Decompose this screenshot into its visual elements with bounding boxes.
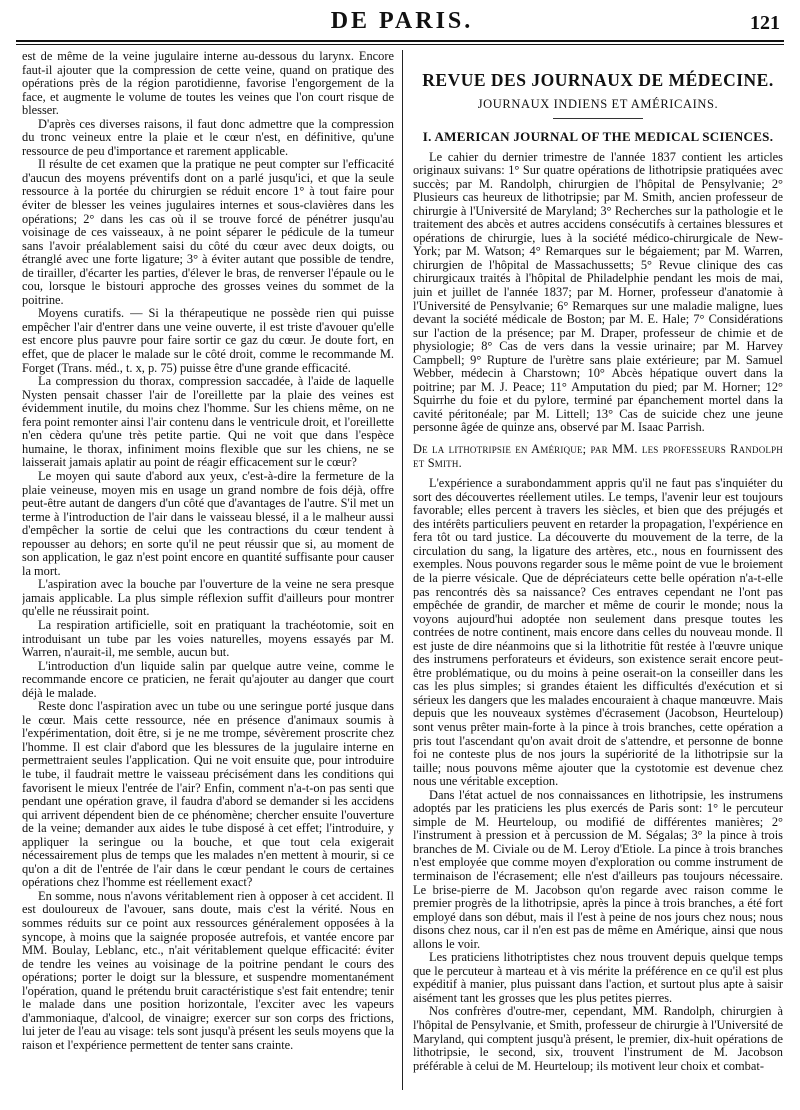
section-title: REVUE DES JOURNAUX DE MÉDECINE. [422,70,774,90]
paragraph: Nos confrères d'outre-mer, cependant, MM. Randolph, chirurgien à l'hôpital de Pensylvanie, et Smith, professeur de chirurgie à l'Université de Maryland, qui comptent jusqu'à présent, le premier, dix-huit opérations de lithotripsie, le second, six, trouvent l'instrument de M. Jacobson préférable à celui de M. Heurteloup; ils motivent leur choix et combat- [413,1004,783,1073]
journal-title: I. AMERICAN JOURNAL OF THE MEDICAL SCIENCES. [422,128,774,144]
paragraph: En somme, nous n'avons véritablement rien à opposer à cet accident. Il est douloureux de l'avouer, sans doute, mais c'est la vérité. Nous en sommes réduits sur ce point aux ressources généralement opposées à la syncope, à moins que la saignée proposée autrefois, et vantée encore par MM. Boulay, Leblanc, etc., n'ait véritablement quelque efficacité: éviter de tendre les veines au voisinage de la poitrine pendant le cours des opérations; porter le doigt sur la blessure, et suspendre momentanément l'opération, quand le prétendu bruit caractéristique s'est fait entendre; tenir le malade dans une position horizontale, l'exciter avec les vapeurs d'ammoniaque, d'alcool, de vinaigre; exercer sur son corps des frictions, lui jeter de l'eau au visage: tels sont jusqu'à présent les seuls moyens que la raison et l'expérience permettent de tenter sans crainte. [22,888,394,1052]
paragraph: La compression du thorax, compression saccadée, à l'aide de laquelle Nysten pensait chasser l'air de l'oreillette par la plaie des veines est évidemment inutile, du moins chez l'homme. Sur les chiens même, on ne fera point remonter ainsi l'air contenu dans le ventricule droit, et l'oreillette n'en cèdera qu'une très petite partie. Qui ne voit que dans l'espèce humaine, le thorax, infiniment moins flexible que sur les chiens, ne se laisserait jamais aplatir au point de réagir efficacement sur le cœur? [22,374,394,470]
left-column [22,50,394,1092]
paragraph: est de même de la veine jugulaire interne au-dessous du larynx. Encore faut-il ajouter que la compression de cette veine, quand on pratique des opérations près de la région parotidienne, favorise l'engorgement de la face, et augmente le volume de toutes les veines que l'on court risque de blesser. [22,50,394,118]
paragraph: La respiration artificielle, soit en pratiquant la trachéotomie, soit en introduisant un tube par les voies naturelles, moyens essayés par M. Warren, n'aurait-il, me semble, aucun but. [22,617,394,660]
paragraph: L'introduction d'un liquide salin par quelque autre veine, comme le recommande encore ce praticien, ne ferait qu'ajouter au danger que court déjà le malade. [22,658,394,700]
paragraph: L'expérience a surabondamment appris qu'il ne faut pas s'inquiéter du sort des découvertes réellement utiles. Le temps, l'avenir leur est toujours favorable; elles percent à travers les siècles, et bien que des préjugés et des intérêts particuliers peuvent en retarder la propagation, l'expérience en fera tôt ou tard justice. La découverte du mouvement de la terre, de la circulation du sang, la ligature des artères, etc., nous en fournissent des exemples. Nous pouvons regarder sous le même point de vue le broiement de la pierre vésicale. Que de dépréciateurs cette belle opération n'a-t-elle pas rencontrés dès sa naissance? Ces entraves cependant ne l'ont pas empêchée de grandir, de marcher et même de courir le monde; nous la voyons aujourd'hui adoptée non seulement dans presque toutes les contrées de notre continent, mais encore dans celles du nouveau monde. Il est juste de dire néanmoins que si la lithotritie fût restée à l'œuvre unique des instrumens perforateurs et évideurs, son existence serait encore peut-être problématique, ou du moins à peine oserait-on la conseiller dans les cas les plus simples; si grandes étaient les difficultés d'exécution et si sérieux les dangers que les malades encouraient à chaque manœuvre. Mais depuis que les nouveaux systèmes d'écrasement (Jacobson, Heurteloup) sont venus prêter main-forte à la pince à trois branches, cette opération a pris tout l'ascendant qu'on avait droit de s'attendre, et personne de bonne foi ne conteste plus de nos jours la supériorité de la lithotripsie sur la taille; nous pouvons même ajouter que la cystotomie est devenue chez nous une véritable exception. [413,476,783,789]
paragraph: Reste donc l'aspiration avec un tube ou une seringue porté jusque dans le cœur. Mais cette ressource, née en présence d'animaux soumis à l'expérimentation, doit être, si je ne me trompe, sévèrement proscrite chez l'homme. Il est clair d'abord que les blessures de la jugulaire interne en permettraient seules l'application. Qui ne voit ensuite que, pour introduire le tube, il faudrait mettre le vaisseau précisément dans les conditions qui favorisent le mieux l'entrée de l'air? Enfin, comment n'a-t-on pas senti que pendant une opération grave, il faudra d'abord se demander si les accidens qui arrivent dépendent bien de ce phénomène; chercher ensuite l'ouverture de la veine; demander aux aides le tube disposé à cet effet; l'introduire, y appliquer la seringue ou la bouche, et que tout cela exigerait nécessairement plus de temps que les malades n'en mettent à mourir, si ce qu'on a dit de l'entrée de l'air dans le cœur pendant le cours de certaines opérations chez l'homme est réellement exact? [22,699,394,890]
running-head [22,8,782,38]
intro-paragraph: Le cahier du dernier trimestre de l'année 1837 contient les articles originaux suivans: 1° Sur quatre opérations de lithotripsie pratiquées avec succès; par M. Randolph, chirurgien de l'hôpital de Pensylvanie; 2° Plusieurs cas heureux de lithotripsie; par M. Smith, ancien professeur de chirurgie à l'Université de Maryland; 3° Recherches sur la pathologie et le traitement des abcès et autres accidens consécutifs à certaines blessures et opérations de chirurgie, lues à la société médico-chirurgicale de New-York; par M. Watson; 4° Remarques sur le bégaiement; par M. Warren, chirurgien de l'hôpital de Massachussetts; 5° Revue clinique des cas chirurgicaux traités à l'hôpital de Philadelphie pendant les mois de mai, juin et juillet de l'année 1837; par M. Horner, professeur d'anatomie à l'Université de Pensylvanie; 6° Remarques sur une maladie maligne, lues devant la société médicale de Boston; par M. E. Hale; 7° Considérations sur l'action de la présence; par M. Draper, professeur de chimie et de physiologie; 8° Cas de vers dans la vessie urinaire; par M. Harvey Campbell; 9° Rupture de l'urètre sans plaie extérieure; par M. Samuel Webber, médecin à Charstown; 10° Abcès hépatique ouvert dans la poitrine; par M. J. Peace; 11° Amputation du pied; par M. Horner; 12° Squirrhe du foie et du pylore, terminé par épanchement mortel dans la cavité péritonéale; par M. Littell; 13° Cas de suicide chez une jeune personne âgée de quinze ans, observé par M. Isaac Parrish. [413,149,783,435]
paragraph: L'aspiration avec la bouche par l'ouverture de la veine ne sera presque jamais applicable. La plus simple réflexion suffit d'ailleurs pour montrer qu'elle ne réussirait point. [22,577,394,619]
paragraph: Dans l'état actuel de nos connaissances en lithotripsie, les instrumens adoptés par les praticiens les plus exercés de Paris sont: 1° le percuteur simple de M. Heurteloup, ou modifié de différentes manières; 2° l'instrument à pression et à percussion de M. Ségalas; 3° la pince à trois branches de M. Civiale ou de M. Leroy d'Etiole. La pince à trois branches n'est employée que comme moyen d'exploration ou comme instrument de terminaison de l'écrasement; elle n'est d'ailleurs pas toujours nécessaire. Le brise-pierre de M. Jacobson qu'on regarde avec raison comme le premier progrès de la lithotripsie, après la pince à trois branches, a été fort employé dans son début, mais il l'est à peine de nos jours chez nous; nous disons chez nous, car il n'en est pas de même en Amérique, ainsi que nous allons le voir. [413,787,783,951]
paragraph: Moyens curatifs. — Si la thérapeutique ne possède rien qui puisse empêcher l'air d'entrer dans une veine ouverte, il est triste d'avouer qu'elle est encore plus pauvre pour faire sortir ce gaz du cœur. Je doute fort, en effet, que de placer le malade sur le côté droit, comme le recommande M. Forget (Trans. méd., t. x, p. 75) puisse être d'une grande efficacité. [22,306,394,375]
running-title: DE PARIS. [330,8,474,34]
column-divider [402,50,403,1090]
paragraph: Les praticiens lithotriptistes chez nous trouvent depuis quelque temps que le percuteur à marteau et à vis mérite la préférence en ce qu'il est plus expéditif à manier, plus puissant dans l'action, et surtout plus apte à saisir aisément tant les grosses que les plus petites pierres. [413,950,783,1005]
right-column [413,50,783,1092]
section-subtitle: JOURNAUX INDIENS ET AMÉRICAINS. [477,97,719,111]
article-title-text: De la lithotripsie en Amérique; par MM. les professeurs Randolph et Smith. [413,442,783,470]
article-title [413,443,783,470]
paragraph: Il résulte de cet examen que la pratique ne peut compter sur l'efficacité d'aucun des moyens préventifs dont on a parlé jusqu'ici, et que la seule ressource à la portée du chirurgien se réduit encore 1° à tout faire pour éviter de blesser les veines jugulaires internes et sous-clavières dans les opérations; 2° dans les cas où il se trouve forcé de pénétrer jusqu'au voisinage de ces vaisseaux, à ne point séparer le pédicule de la tumeur sans l'avoir préalablement saisi du côté du cœur avec deux doigts, ou étranglé avec une forte ligature; 3° à éviter autant que possible de tendre, de tirailler, d'écarter les parties, d'élever le bras, de renverser l'épaule ou le cou, lorsque le bistouri approche des grosses veines du sommet de la poitrine. [22,157,394,307]
page-number: 121 [750,12,780,34]
header-rule [16,40,784,42]
section-rule [553,118,643,119]
paragraph: Le moyen qui saute d'abord aux yeux, c'est-à-dire la fermeture de la plaie veineuse, moyen mis en usage un grand nombre de fois déjà, offre peut-être autant de dangers d'un côté que d'avantages de l'autre. S'il met un terme à l'introduction de l'air dans le vaisseau blessé, il a le malheur aussi d'empêcher la sortie de celui que les contractions du cœur tendent à repousser au dehors; en sorte qu'il ne peut réussir que si, au moment de son application, le gaz n'est point encore en quantité suffisante pour causer la mort. [22,468,394,578]
header-rule-thin [16,44,784,45]
paragraph: D'après ces diverses raisons, il faut donc admettre que la compression du tronc veineux entre la plaie et le cœur n'est, en définitive, qu'une ressource de peu d'importance et rarement applicable. [22,116,394,158]
